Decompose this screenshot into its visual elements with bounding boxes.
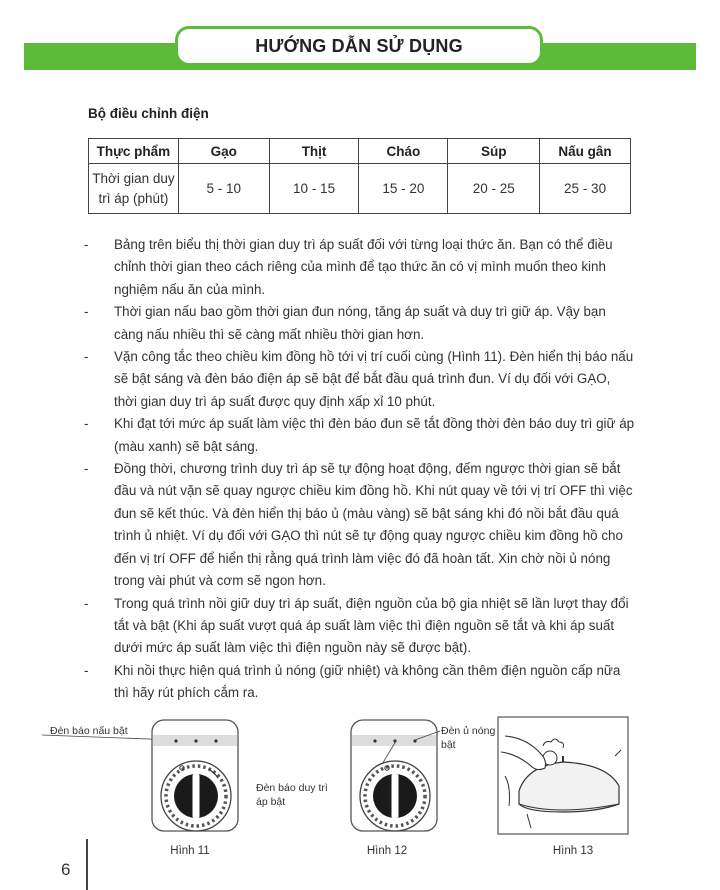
table-cell: 25 - 30: [540, 164, 631, 214]
label-warm-light: Đèn ủ nóng bật: [441, 725, 496, 751]
table-header-cell: Cháo: [359, 139, 448, 164]
bullet-dash: -: [84, 349, 89, 365]
figure-11-caption: Hình 11: [170, 845, 210, 857]
table-cell: 10 - 15: [269, 164, 359, 214]
list-item-text: Đồng thời, chương trình duy trì áp sẽ tự động hoạt động, đếm ngược thời gian sẽ bắt đầu và nút vặn sẽ quay ngược chiều kim đồng hồ. Khi nút quay về tới vị trí OFF thì việc đun sẽ kết thúc. Và đèn hiển thị báo ủ (màu vàng) sẽ bật sáng khi đó nồi bắt đầu quá trình ủ nhiệt. Ví dụ đối với GẠO thì nút sẽ tự động quay ngược chiều kim đồng hồ cho đến vị trí OFF để hiển thị rằng quá trình làm việc đó đã hoàn tất. Xin chờ nồi ủ nóng trong vài phút và cơm sẽ ngon hơn.: [114, 461, 633, 589]
table-cell: 15 - 20: [359, 164, 448, 214]
list-item: [84, 413, 636, 458]
figure-11-diagram: [40, 716, 260, 836]
bullet-dash: -: [84, 416, 89, 432]
figure-13-caption: Hình 13: [552, 845, 594, 857]
table-row: [89, 164, 631, 214]
list-item: [84, 593, 636, 660]
bullet-dash: -: [84, 595, 89, 611]
instruction-list: [84, 234, 636, 705]
list-item-text: Thời gian nấu bao gồm thời gian đun nóng, tăng áp suất và duy trì giữ áp. Vậy bạn càng nấu nhiều thì sẽ càng mất nhiều thời gian hơn.: [114, 304, 606, 342]
figure-13-unplug-illustration: [497, 716, 629, 836]
page-header-title: HƯỚNG DẪN SỬ DỤNG: [255, 35, 463, 56]
header-tab: [175, 26, 543, 66]
list-item-text: Khi nồi thực hiện quá trình ủ nóng (giữ nhiệt) và không cần thêm điện nguồn cấp nữa thì hãy rút phích cắm ra.: [114, 662, 621, 701]
bullet-dash: -: [84, 461, 89, 477]
bullet-dash: -: [84, 304, 89, 320]
list-item-text: Bảng trên biểu thị thời gian duy trì áp suất đối với từng loại thức ăn. Bạn có thể điều chỉnh thời gian theo cách riêng của mình để tạo thức ăn có vị mình muốn theo kinh nghiệm nấu ăn của mình.: [114, 237, 613, 297]
list-item-text: Vặn công tắc theo chiều kim đồng hồ tới vị trí cuối cùng (Hình 11). Đèn hiển thị báo nấu sẽ bật sáng và đèn báo điện áp sẽ bật để bắt đầu quá trình đun. Ví dụ đối với GẠO, thời gian duy trì áp suất được quy định xấp xỉ 10 phút.: [114, 349, 634, 409]
list-item: [84, 346, 636, 413]
label-keep-pressure-light: Đèn báo duy trì áp bật: [256, 782, 328, 808]
list-item: [84, 301, 636, 346]
list-item-text: Khi đạt tới mức áp suất làm việc thì đèn báo đun sẽ tắt đồng thời đèn báo duy trì giữ áp (màu xanh) sẽ bật sáng.: [114, 416, 635, 454]
list-item-text: Trong quá trình nồi giữ duy trì áp suất, điện nguồn của bộ gia nhiệt sẽ lần lượt thay đổi tắt và bật (Khi áp suất vượt quá áp suất làm việc thì điện nguồn sẽ tắt và khi áp suất dưới mức áp suất làm việc thì điện nguồn này sẽ được bật).: [114, 595, 629, 656]
table-cell: Thời gian duy trì áp (phút): [89, 164, 179, 214]
table-header-cell: Gạo: [178, 139, 269, 164]
page-number-divider: [86, 839, 88, 890]
table-header-cell: Nấu gân: [540, 139, 631, 164]
table-header-cell: Thịt: [269, 139, 359, 164]
section-title: Bộ điều chỉnh điện: [88, 106, 209, 121]
bullet-dash: -: [84, 237, 89, 252]
table-cell: 20 - 25: [448, 164, 540, 214]
list-item: [84, 660, 636, 705]
bullet-dash: -: [84, 662, 89, 678]
table-cell: 5 - 10: [178, 164, 269, 214]
cooking-time-table: [88, 138, 631, 214]
label-cook-light: Đèn báo nấu bật: [50, 725, 128, 737]
table-header-cell: Thực phẩm: [89, 139, 179, 164]
page-number: 6: [61, 860, 71, 879]
figure-12-caption: Hình 12: [366, 845, 408, 857]
table-header-cell: Súp: [448, 139, 540, 164]
list-item: [84, 458, 636, 592]
table-header-row: [89, 139, 631, 164]
list-item: [84, 234, 636, 301]
